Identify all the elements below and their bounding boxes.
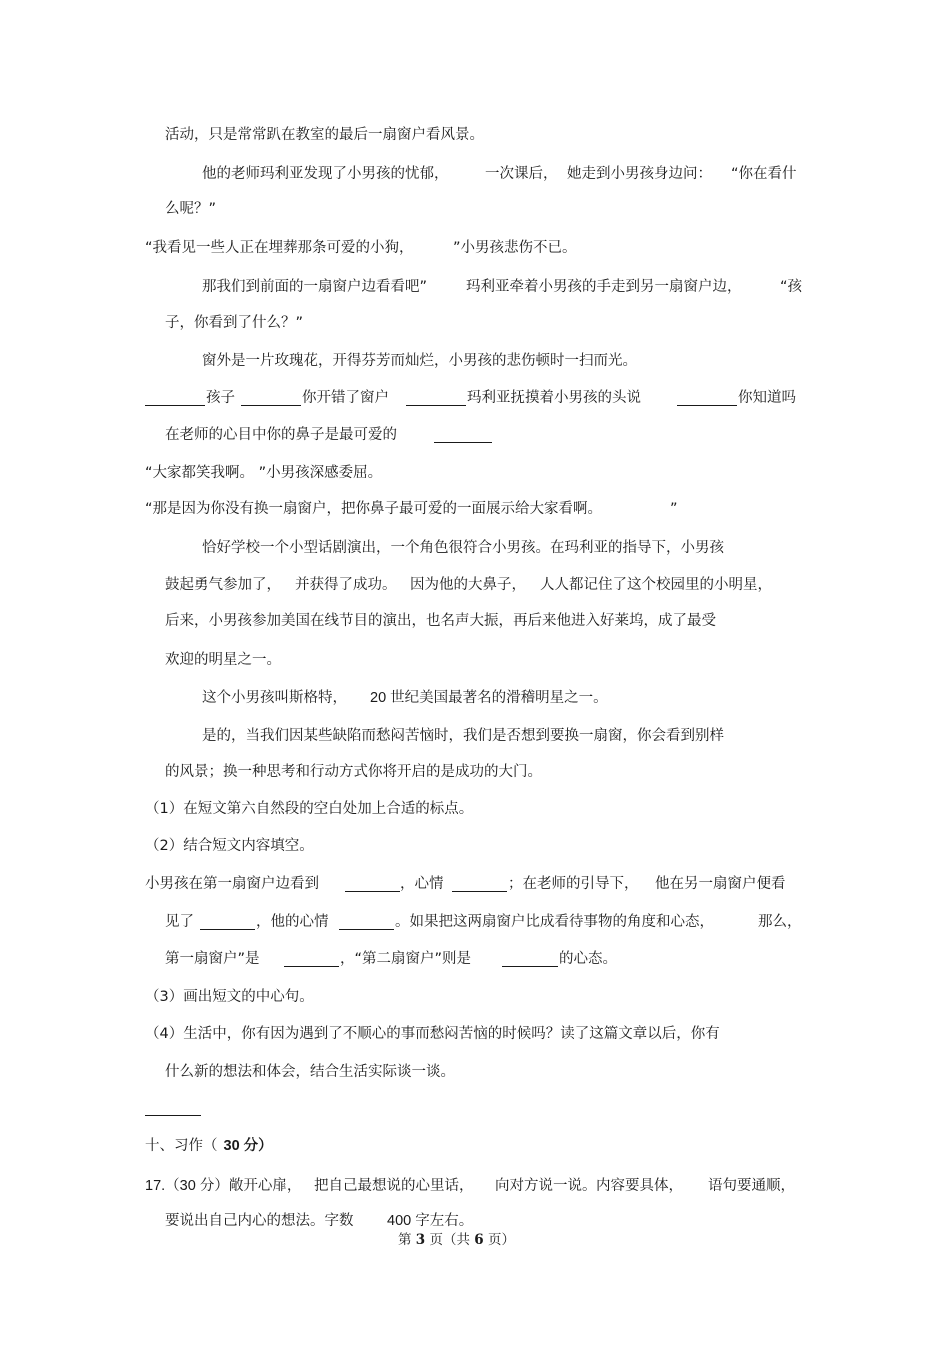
- question-17: 要说出自己内心的想法。字数: [165, 1213, 354, 1229]
- story-line: 的风景；换一种思考和行动方式你将开启的是成功的大门。: [165, 764, 542, 780]
- story-line: 你开错了窗户: [302, 390, 389, 406]
- story-line: “那是因为你没有换一扇窗户，把你鼻子最可爱的一面展示给大家看啊。: [145, 501, 603, 517]
- answer-blank[interactable]: [452, 891, 507, 892]
- question-17: 语句要通顺，: [708, 1178, 795, 1194]
- story-line: 子，你看到了什么？”: [165, 315, 304, 331]
- answer-blank[interactable]: [145, 1115, 201, 1116]
- question-17: 400 字左右。: [387, 1213, 474, 1229]
- story-line: 她走到小男孩身边问：: [567, 166, 712, 182]
- story-line: ”小男孩悲伤不已。: [453, 240, 577, 256]
- section-title-text: 十、习作（: [145, 1138, 218, 1154]
- story-line: 他的老师玛利亚发现了小男孩的忧郁，: [202, 166, 449, 182]
- page-total: 6: [474, 1232, 484, 1248]
- story-line: “我看见一些人正在埋葬那条可爱的小狗，: [145, 240, 414, 256]
- question-2-text: 见了: [165, 914, 194, 930]
- question-17: 把自己最想说的心里话，: [314, 1178, 474, 1194]
- story-line: 玛利亚牵着小男孩的手走到另一扇窗户边，: [466, 279, 742, 295]
- story-line: 欢迎的明星之一。: [165, 652, 281, 668]
- story-line: 20 世纪美国最著名的滑稽明星之一。: [370, 690, 608, 706]
- story-line: 这个小男孩叫斯格特，: [202, 690, 347, 706]
- story-line: 因为他的大鼻子，: [410, 577, 526, 593]
- story-line: 后来，小男孩参加美国在线节目的演出，也名声大振，再后来他进入好莱坞，成了最受: [165, 613, 716, 629]
- question-2-text: ，心情: [400, 876, 444, 892]
- page-number: 3: [415, 1232, 426, 1248]
- story-line: 是的，当我们因某些缺陷而愁闷苦恼时，我们是否想到要换一扇窗，你会看到别样: [202, 728, 724, 744]
- question-2-text: 那么，: [758, 914, 802, 930]
- story-line: 活动，只是常常趴在教室的最后一扇窗户看风景。: [165, 127, 484, 143]
- answer-blank[interactable]: [502, 966, 558, 967]
- story-line: 玛利亚抚摸着小男孩的头说: [467, 390, 641, 406]
- question-2-text: 的心态。: [559, 951, 617, 967]
- answer-blank[interactable]: [345, 891, 400, 892]
- story-line: 恰好学校一个小型话剧演出，一个角色很符合小男孩。在玛利亚的指导下，小男孩: [202, 540, 724, 556]
- page-footer: [398, 1230, 515, 1250]
- section-score: 30 分）: [223, 1138, 273, 1154]
- question-1: （1）在短文第六自然段的空白处加上合适的标点。: [145, 801, 474, 817]
- question-2-text: 第一扇窗户”是: [165, 951, 260, 967]
- story-line: 么呢？”: [165, 201, 217, 217]
- question-2-text: 小男孩在第一扇窗户边看到: [145, 876, 319, 892]
- question-4: 什么新的想法和体会，结合生活实际谈一谈。: [165, 1064, 455, 1080]
- question-2-text: 。如果把这两扇窗户比成看待事物的角度和心态，: [395, 914, 714, 930]
- question-2-text: 他在另一扇窗户便看: [655, 876, 786, 892]
- footer-text: 页）: [488, 1232, 515, 1248]
- question-2-text: ；在老师的引导下，: [508, 876, 639, 892]
- question-2-text: ，“第二扇窗户”则是: [340, 951, 472, 967]
- story-line: 鼓起勇气参加了，: [165, 577, 281, 593]
- answer-blank[interactable]: [200, 929, 255, 930]
- answer-blank[interactable]: [284, 966, 339, 967]
- story-line: “你在看什: [731, 166, 797, 182]
- story-line: ”: [670, 501, 678, 517]
- story-line: 你知道吗: [738, 390, 796, 406]
- story-line: 在老师的心目中你的鼻子是最可爱的: [165, 427, 397, 443]
- story-line: 那我们到前面的一扇窗户边看看吧”: [202, 279, 428, 295]
- punctuation-blank[interactable]: [677, 405, 737, 406]
- story-line: 一次课后，: [485, 166, 558, 182]
- story-line: “孩: [780, 279, 803, 295]
- story-line: 人人都记住了这个校园里的小明星，: [540, 577, 772, 593]
- story-line: “大家都笑我啊。 ”小男孩深感委屈。: [145, 465, 383, 481]
- footer-text: 页（共: [429, 1232, 470, 1248]
- question-4: （4）生活中，你有因为遇到了不顺心的事而愁闷苦恼的时候吗？读了这篇文章以后，你有: [145, 1026, 720, 1042]
- punctuation-blank[interactable]: [434, 442, 492, 443]
- story-line: 并获得了成功。: [295, 577, 397, 593]
- punctuation-blank[interactable]: [145, 405, 205, 406]
- question-17: 17.（30 分）敞开心扉，: [145, 1178, 302, 1194]
- answer-blank[interactable]: [339, 929, 394, 930]
- question-3: （3）画出短文的中心句。: [145, 989, 314, 1005]
- question-2: （2）结合短文内容填空。: [145, 838, 314, 854]
- footer-text: 第: [398, 1232, 412, 1248]
- question-2-text: ，他的心情: [256, 914, 329, 930]
- story-line: 窗外是一片玫瑰花，开得芬芳而灿烂，小男孩的悲伤顿时一扫而光。: [202, 353, 637, 369]
- question-17: 向对方说一说。: [495, 1178, 597, 1194]
- section-title: [145, 1136, 273, 1156]
- question-17: 内容要具体，: [596, 1178, 683, 1194]
- punctuation-blank[interactable]: [241, 405, 301, 406]
- story-line: 孩子: [206, 390, 235, 406]
- punctuation-blank[interactable]: [406, 405, 466, 406]
